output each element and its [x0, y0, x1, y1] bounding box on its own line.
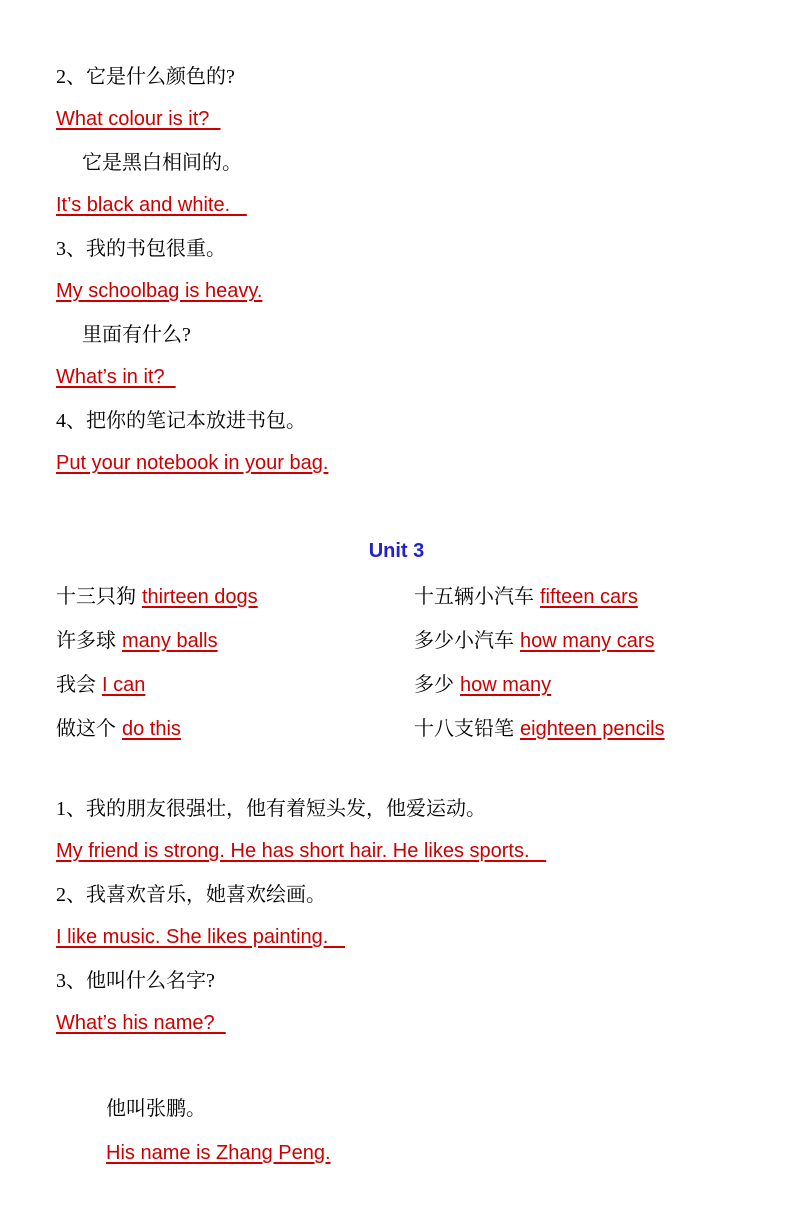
vocab-cell-left — [56, 708, 414, 752]
sentence-3-answer-english: His name is Zhang Peng. — [106, 1142, 331, 1164]
answer-2-chinese: 它是黑白相间的。 — [82, 152, 242, 174]
sentence-2-chinese: 2、我喜欢音乐，她喜欢绘画。 — [56, 884, 326, 906]
sentence-1-english-row — [56, 830, 737, 874]
table-row — [56, 576, 737, 620]
table-row — [56, 708, 737, 752]
sentence-1-chinese: 1、我的朋友很强壮，他有着短头发，他爱运动。 — [56, 798, 486, 820]
question-2-chinese: 2、它是什么颜色的? — [56, 66, 235, 88]
vocab-english: thirteen dogs — [142, 586, 258, 608]
answer-3-english-row — [56, 356, 737, 400]
vocab-english: do this — [122, 718, 181, 740]
sentence-3-english: What’s his name? — [56, 1012, 226, 1034]
question-2-english: What colour is it? — [56, 108, 221, 130]
question-3-chinese: 3、我的书包很重。 — [56, 238, 226, 260]
answer-3-chinese: 里面有什么? — [82, 324, 191, 346]
vocab-chinese: 我会 — [56, 674, 96, 696]
unit-title: Unit 3 — [368, 540, 425, 562]
sentence-2-english: I like music. She likes painting. — [56, 926, 346, 948]
vocab-chinese: 十八支铅笔 — [414, 718, 514, 740]
section-bottom — [56, 788, 737, 1218]
vocab-cell-right — [414, 576, 737, 620]
section-top — [56, 56, 737, 486]
answer-2-english: It’s black and white. — [56, 194, 247, 216]
vocab-cell-left — [56, 620, 414, 664]
answer-2-english-row — [56, 184, 737, 228]
question-4-english: Put your notebook in your bag. — [56, 452, 329, 474]
sentence-3-answer-row — [56, 1046, 737, 1218]
vocab-english: many balls — [122, 630, 218, 652]
question-2-english-row — [56, 98, 737, 142]
vocab-chinese: 十三只狗 — [56, 586, 136, 608]
vocab-chinese: 多少小汽车 — [414, 630, 514, 652]
vocab-chinese: 十五辆小汽车 — [414, 586, 534, 608]
vocab-cell-left — [56, 664, 414, 708]
vocabulary-table — [56, 576, 737, 752]
vocab-chinese: 多少 — [414, 674, 454, 696]
sentence-3-english-row — [56, 1002, 737, 1046]
question-4-chinese: 4、把你的笔记本放进书包。 — [56, 410, 306, 432]
vocab-english: fifteen cars — [540, 586, 638, 608]
sentence-3-chinese: 3、他叫什么名字? — [56, 970, 215, 992]
vocab-english: eighteen pencils — [520, 718, 665, 740]
vocab-english: how many — [460, 674, 552, 696]
vocab-cell-left — [56, 576, 414, 620]
sentence-2-english-row — [56, 916, 737, 960]
question-3-english: My schoolbag is heavy. — [56, 280, 263, 302]
vocab-cell-right — [414, 664, 737, 708]
vocab-english: I can — [102, 674, 146, 696]
question-4-english-row — [56, 442, 737, 486]
table-row — [56, 620, 737, 664]
section-divider-space — [56, 752, 737, 788]
vocab-cell-right — [414, 708, 737, 752]
question-3-english-row — [56, 270, 737, 314]
vocab-chinese: 做这个 — [56, 718, 116, 740]
vocab-chinese: 许多球 — [56, 630, 116, 652]
table-row — [56, 664, 737, 708]
sentence-1-english: My friend is strong. He has short hair. He likes sports. — [56, 840, 547, 862]
sentence-3-answer-chinese: 他叫张鹏。 — [106, 1098, 211, 1120]
answer-3-english: What’s in it? — [56, 366, 176, 388]
vocab-cell-right — [414, 620, 737, 664]
vocab-english: how many cars — [520, 630, 655, 652]
